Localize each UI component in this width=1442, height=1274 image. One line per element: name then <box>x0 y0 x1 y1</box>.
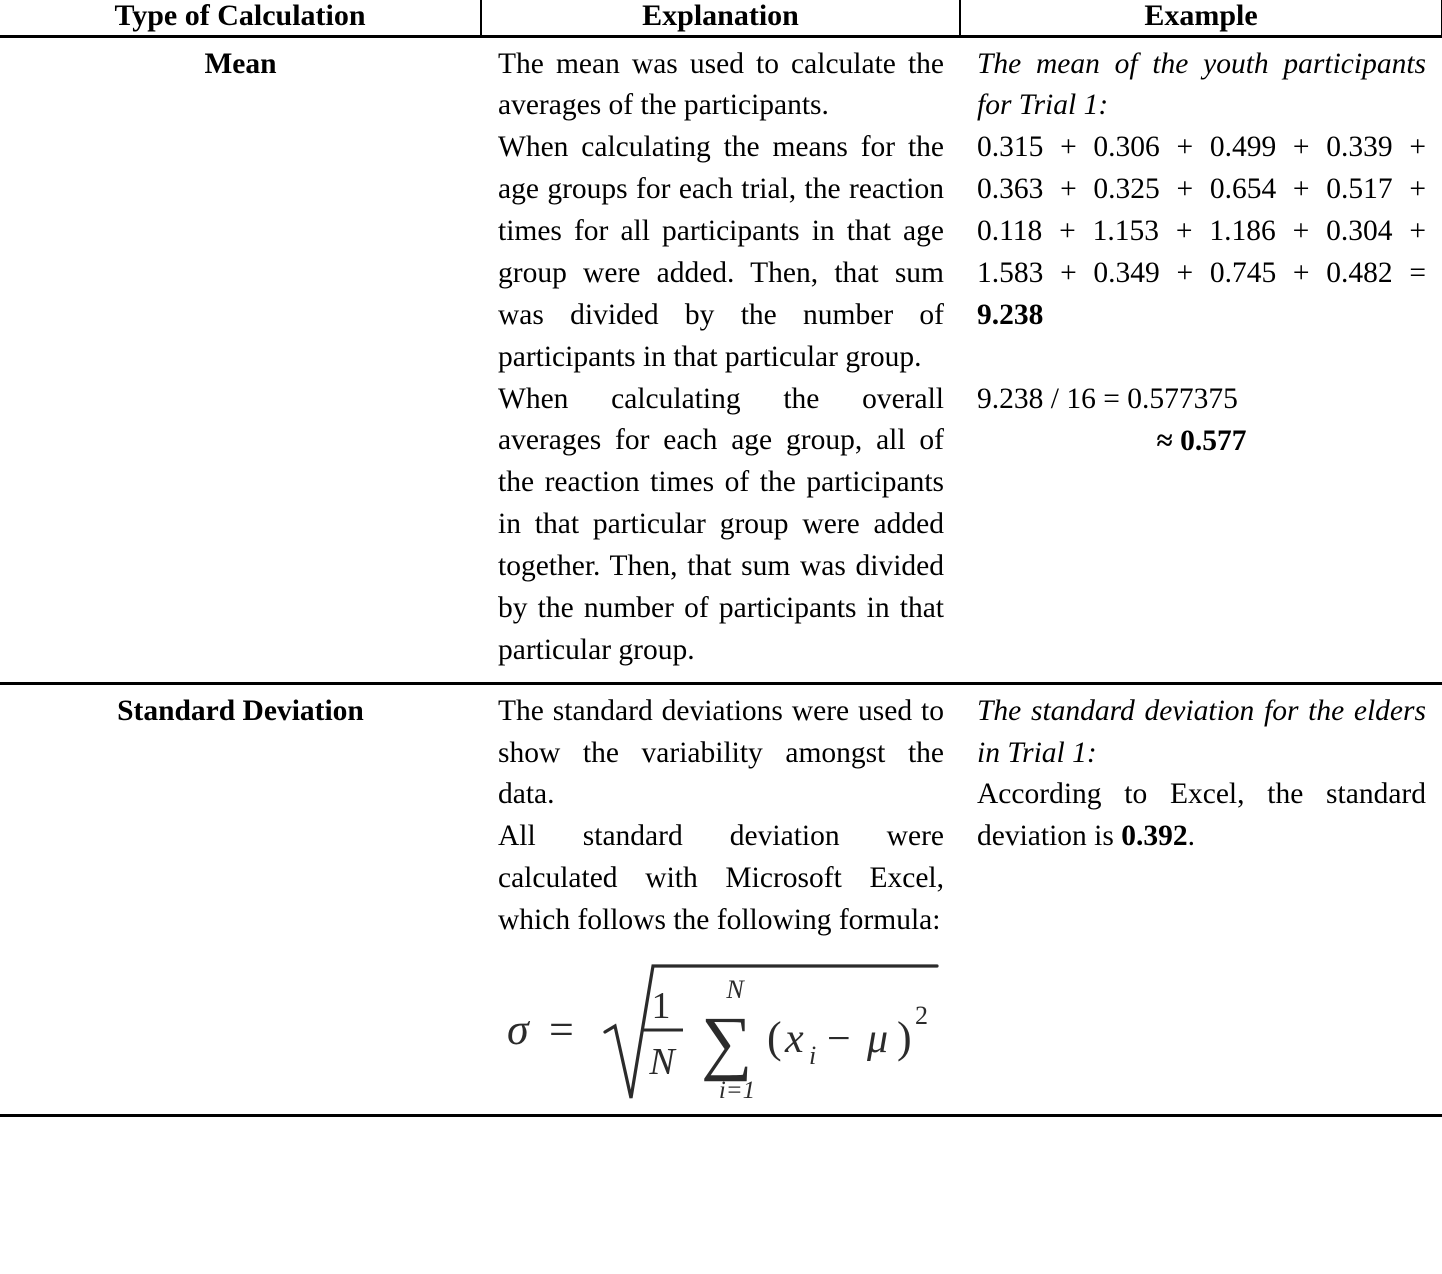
example-caption-mean: The mean of the youth participants for Trial 1: <box>977 47 1426 122</box>
example-caption-standard-deviation: The standard deviation for the elders in Trial 1: <box>977 694 1426 769</box>
example-body-period: . <box>1187 820 1195 853</box>
formula-equals-glyph: = <box>549 1004 574 1054</box>
label-mean: Mean <box>204 47 277 80</box>
approx-symbol: ≈ <box>1156 424 1181 457</box>
table-row-standard-deviation <box>0 683 1442 1115</box>
explanation-paragraph: When calculating the overall averages for each age group, all of the reaction times of the participants in that particular group were added together. Then, that sum was divided by the number of participants in that particular group. <box>498 382 944 666</box>
cell-type-standard-deviation <box>0 683 481 1115</box>
sum-terms: 0.315 + 0.306 + 0.499 + 0.339 + 0.363 + 0.325 + 0.654 + 0.517 + 0.118 + 1.153 + 1.186 + 0.304 + 1.583 + 0.349 + 0.745 + 0.482 = <box>977 131 1426 289</box>
label-standard-deviation: Standard Deviation <box>117 694 364 727</box>
explanation-paragraph: All standard deviation were calculated with Microsoft Excel, which follows the following formula: <box>498 820 944 936</box>
explanation-paragraph: The mean was used to calculate the averages of the participants. <box>498 47 944 122</box>
cell-type-mean <box>0 36 481 683</box>
formula-minus-glyph: − <box>827 1015 851 1062</box>
cell-example-standard-deviation <box>960 683 1442 1115</box>
example-division-line-mean: 9.238 / 16 = 0.577375 <box>977 382 1238 415</box>
formula-x-subscript: i <box>809 1040 817 1070</box>
example-spacer <box>977 337 1426 379</box>
cell-example-mean <box>960 36 1442 683</box>
explanation-paragraph: When calculating the means for the age groups for each trial, the reaction times for all participants in that age group were added. Then, that sum was divided by the number of participants in that particular group. <box>498 131 944 373</box>
example-approximation-mean <box>977 421 1426 463</box>
table-header-row <box>0 0 1442 36</box>
cell-explanation-standard-deviation <box>481 683 960 1115</box>
formula-sum-upper-limit: N <box>726 974 744 1004</box>
example-sum-expression-mean <box>977 127 1426 336</box>
formula-sigma-glyph: σ <box>507 1004 529 1054</box>
formula-denominator-glyph: N <box>649 1040 675 1083</box>
cell-explanation-mean <box>481 36 960 683</box>
formula-sigma-summation-glyph: ∑ <box>701 1001 753 1082</box>
column-header-example: Example <box>960 0 1442 36</box>
example-body-text: According to Excel, the standard deviation is <box>977 778 1426 853</box>
formula-numerator-glyph: 1 <box>651 984 671 1027</box>
table-row-mean <box>0 36 1442 683</box>
column-header-type-of-calculation: Type of Calculation <box>0 0 481 36</box>
formula-sum-lower-limit: i=1 <box>718 1076 756 1104</box>
sigma-formula-svg <box>501 952 941 1104</box>
standard-deviation-formula-image <box>498 952 944 1104</box>
sum-result: 9.238 <box>977 298 1044 331</box>
formula-close-paren: ) <box>897 1012 912 1062</box>
column-header-explanation: Explanation <box>481 0 960 36</box>
formula-mu-glyph: μ <box>867 1015 889 1062</box>
formula-exponent-glyph: 2 <box>915 1000 928 1030</box>
standard-deviation-value: 0.392 <box>1121 820 1188 853</box>
explanation-paragraph: The standard deviations were used to show the variability amongst the data. <box>498 694 944 811</box>
formula-open-paren: ( <box>767 1012 782 1062</box>
approx-result: 0.577 <box>1180 424 1247 457</box>
formula-x-variable: x <box>785 1015 804 1062</box>
example-body-standard-deviation <box>977 774 1426 858</box>
